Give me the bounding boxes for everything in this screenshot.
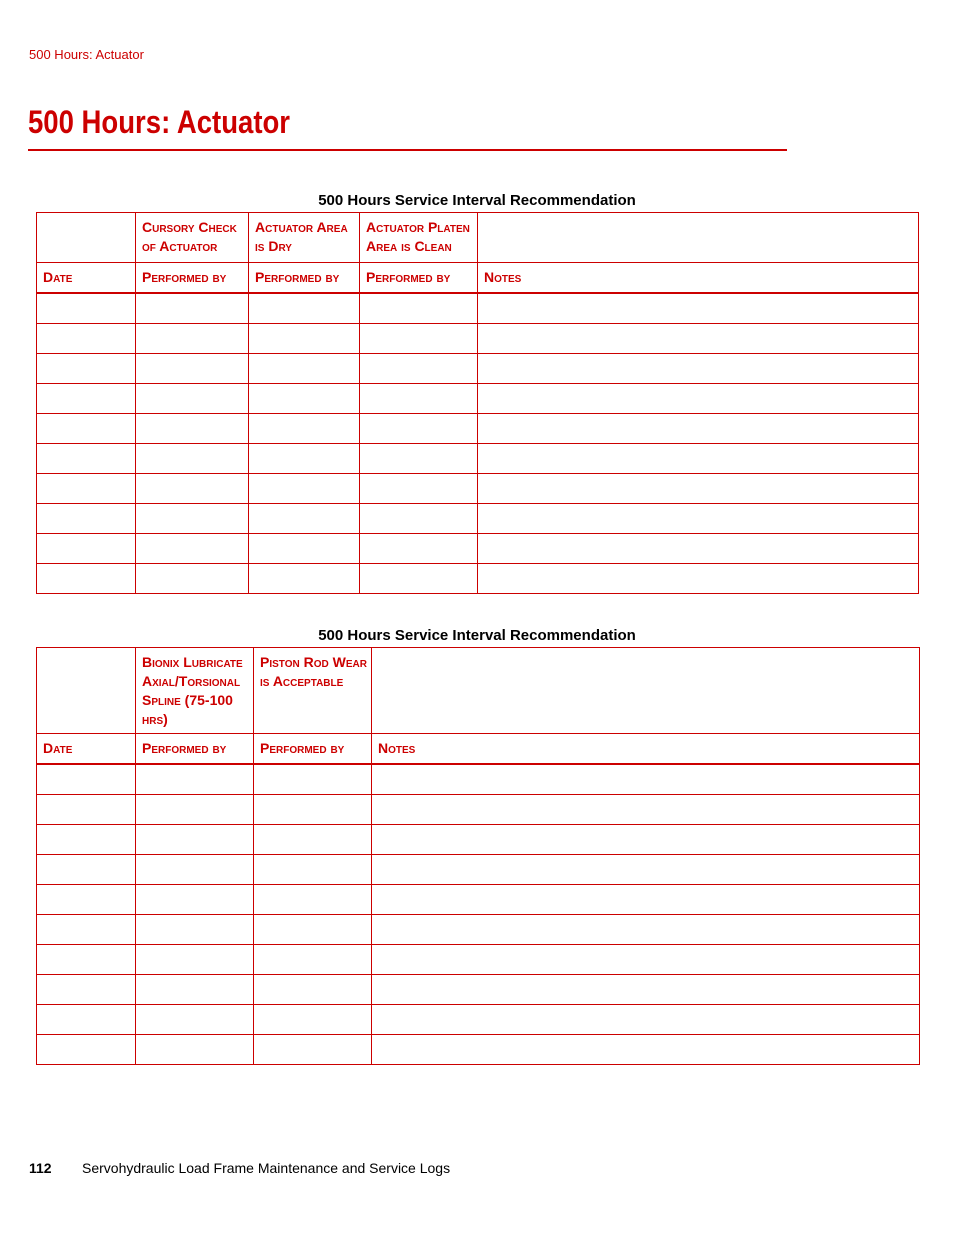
column-header-performed-by: Performed by [136,734,254,764]
task-header-cell: Actuator Platen Area is Clean [360,213,478,263]
log-cell [478,383,919,413]
running-header: 500 Hours: Actuator [29,47,144,62]
table-2-body [37,764,920,1065]
page-title: 500 Hours: Actuator [28,104,291,140]
log-cell [37,914,136,944]
log-cell [478,473,919,503]
table-1-body [37,293,919,594]
log-cell [372,884,920,914]
footer-page-number: 112 [29,1160,52,1176]
task-header-cell: Bionix Lubricate Axial/Torsional Spline (75-100 hrs) [136,648,254,734]
log-cell [249,533,360,563]
log-row [37,533,919,563]
log-row [37,293,919,324]
log-cell [254,824,372,854]
log-cell [360,413,478,443]
log-cell [136,974,254,1004]
log-cell [360,323,478,353]
log-cell [254,944,372,974]
task-header-cell [478,213,919,263]
task-header-cell [37,648,136,734]
log-cell [478,533,919,563]
log-cell [136,884,254,914]
log-row [37,914,920,944]
log-cell [360,353,478,383]
log-cell [37,1004,136,1034]
log-cell [360,443,478,473]
log-row [37,473,919,503]
log-cell [372,1034,920,1064]
log-cell [37,1034,136,1064]
log-cell [254,914,372,944]
table-1-caption: 500 Hours Service Interval Recommendation [318,192,636,209]
task-header-cell: Cursory Check of Actuator [136,213,249,263]
log-cell [37,764,136,795]
log-cell [249,473,360,503]
log-cell [249,443,360,473]
log-cell [136,383,249,413]
footer-document-title: Servohydraulic Load Frame Maintenance and Service Logs [82,1160,451,1176]
log-cell [37,383,136,413]
log-row [37,764,920,795]
log-row [37,443,919,473]
log-cell [360,533,478,563]
log-cell [478,443,919,473]
log-row [37,413,919,443]
log-cell [249,383,360,413]
column-header-performed-by: Performed by [254,734,372,764]
log-cell [37,824,136,854]
log-cell [372,974,920,1004]
log-cell [37,323,136,353]
log-cell [37,944,136,974]
column-header-performed-by: Performed by [249,263,360,293]
log-cell [136,824,254,854]
task-header-cell: Piston Rod Wear is Acceptable [254,648,372,734]
log-cell [37,563,136,593]
log-cell [478,503,919,533]
log-cell [37,293,136,324]
log-cell [249,353,360,383]
log-cell [249,323,360,353]
table-2-caption: 500 Hours Service Interval Recommendation [318,627,636,644]
log-row [37,1034,920,1064]
log-cell [136,323,249,353]
column-header-row [37,263,919,293]
log-cell [37,533,136,563]
column-header-performed-by: Performed by [136,263,249,293]
log-cell [249,413,360,443]
log-cell [360,293,478,324]
column-header-notes: Notes [478,263,919,293]
log-cell [254,854,372,884]
log-cell [372,824,920,854]
task-header-row [37,648,920,734]
log-cell [136,563,249,593]
log-cell [372,914,920,944]
log-cell [37,854,136,884]
log-cell [372,764,920,795]
log-cell [254,884,372,914]
log-cell [136,473,249,503]
title-rule [28,149,787,151]
log-cell [136,413,249,443]
log-cell [372,794,920,824]
service-log-table-2 [36,647,920,1065]
log-row [37,353,919,383]
log-cell [478,353,919,383]
log-cell [254,1034,372,1064]
log-row [37,794,920,824]
log-cell [360,383,478,413]
column-header-date: Date [37,263,136,293]
log-row [37,503,919,533]
task-header-row [37,213,919,263]
log-row [37,824,920,854]
log-cell [37,443,136,473]
log-cell [478,413,919,443]
column-header-performed-by: Performed by [360,263,478,293]
service-log-table-1 [36,212,919,594]
log-cell [478,323,919,353]
task-header-cell [37,213,136,263]
log-cell [37,974,136,1004]
log-cell [136,764,254,795]
log-cell [136,944,254,974]
log-cell [37,884,136,914]
log-cell [37,473,136,503]
log-cell [372,944,920,974]
log-cell [360,563,478,593]
log-cell [136,914,254,944]
log-cell [372,854,920,884]
log-cell [136,443,249,473]
log-cell [254,764,372,795]
log-cell [254,974,372,1004]
log-cell [136,1004,254,1034]
log-row [37,323,919,353]
column-header-date: Date [37,734,136,764]
log-cell [37,503,136,533]
log-cell [136,854,254,884]
log-cell [37,413,136,443]
log-cell [254,794,372,824]
log-cell [136,293,249,324]
log-row [37,383,919,413]
log-row [37,854,920,884]
log-row [37,1004,920,1034]
log-cell [136,503,249,533]
log-cell [136,533,249,563]
log-row [37,974,920,1004]
log-cell [478,293,919,324]
task-header-cell: Actuator Area is Dry [249,213,360,263]
log-cell [249,563,360,593]
log-cell [249,293,360,324]
log-cell [37,794,136,824]
log-row [37,884,920,914]
log-cell [136,353,249,383]
log-cell [254,1004,372,1034]
log-cell [478,563,919,593]
log-row [37,944,920,974]
log-cell [37,353,136,383]
log-cell [360,473,478,503]
log-cell [136,794,254,824]
log-row [37,563,919,593]
task-header-cell [372,648,920,734]
log-cell [136,1034,254,1064]
log-cell [372,1004,920,1034]
column-header-row [37,734,920,764]
log-cell [360,503,478,533]
log-cell [249,503,360,533]
column-header-notes: Notes [372,734,920,764]
